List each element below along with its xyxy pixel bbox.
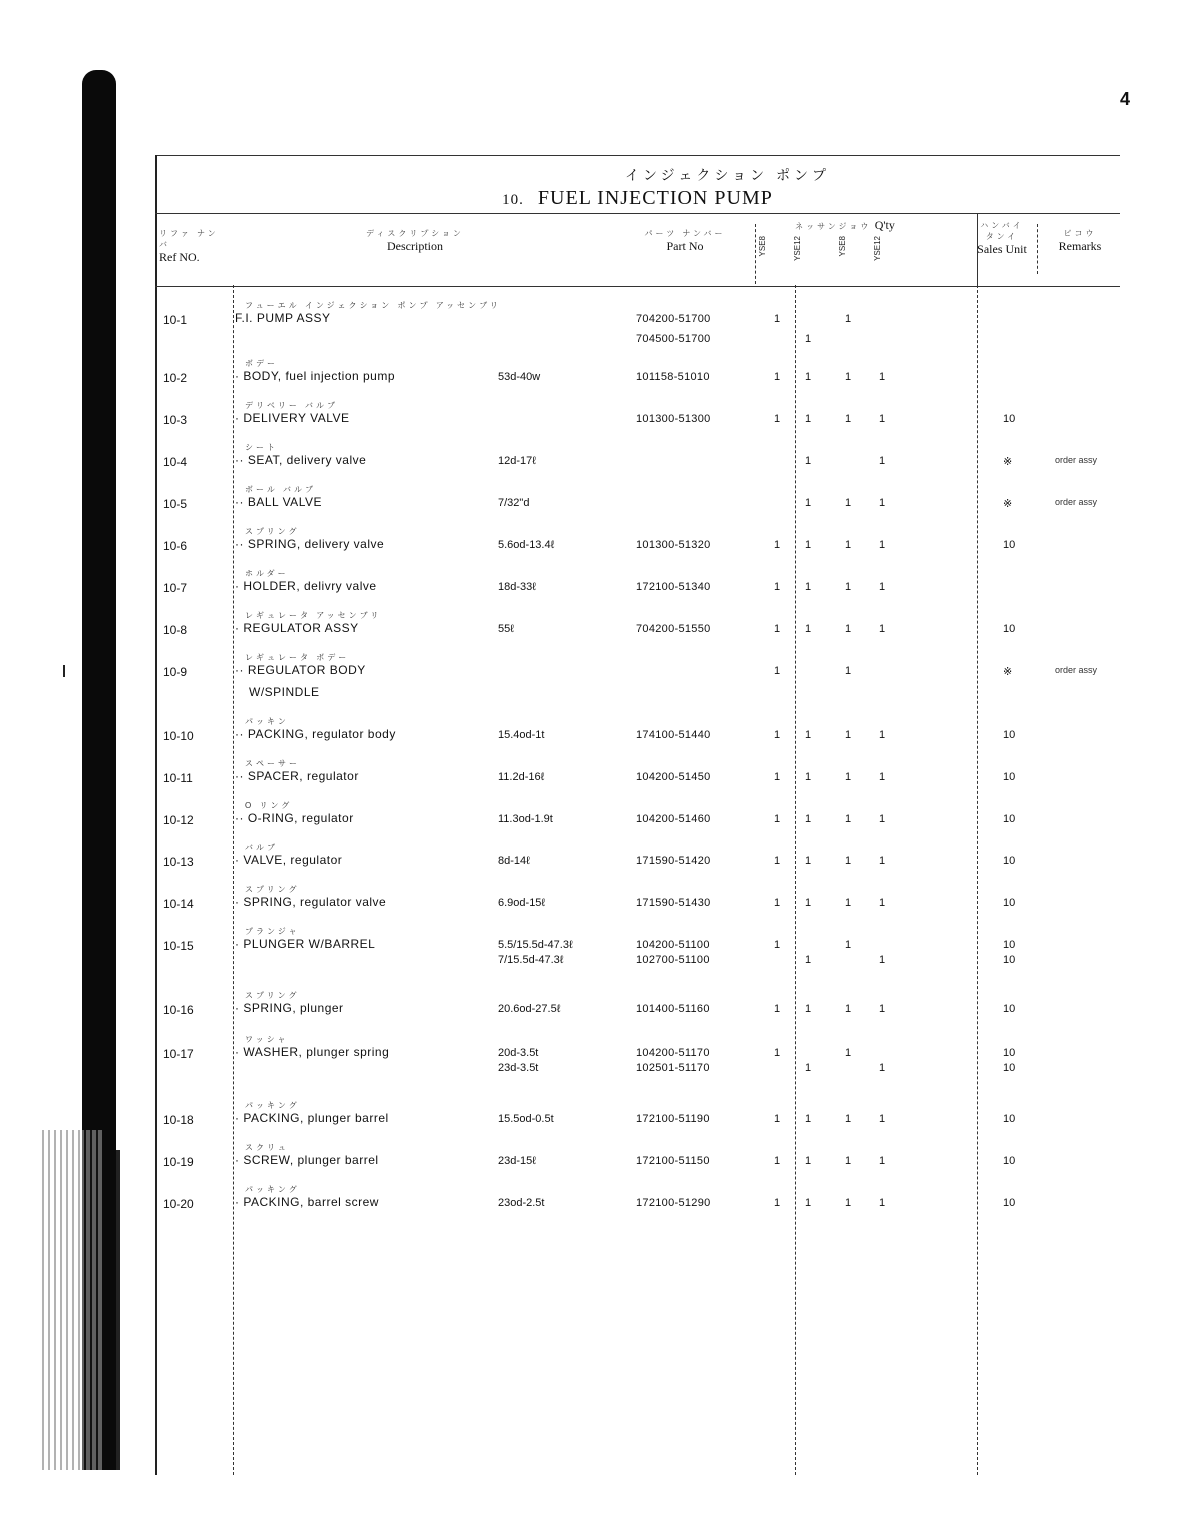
table-row: パッキング 10-20 · PACKING, barrel screw 23od-2.5t 172100-51290 1 1 1 1 10 [163, 1185, 1016, 1211]
qty-col-4: YSE12 [873, 236, 882, 261]
header-remarks: ビコウ Remarks [1058, 229, 1102, 253]
table-row: スプリング 10-16 · SPRING, plunger 20.6od-27.5ℓ 101400-51160 1 1 1 1 10 [163, 991, 1016, 1017]
header-part-no: パーツ ナンバー Part No [644, 229, 726, 253]
qty-col-2: YSE12 [793, 236, 802, 261]
header-description: ディスクリプション Description [366, 229, 464, 253]
table-row: ボデー 10-2 · BODY, fuel injection pump 53d-40w 101158-51010 1 1 1 1 [163, 359, 886, 385]
table-row: パッキング 10-18 · PACKING, plunger barrel 15.5od-0.5t 172100-51190 1 1 1 1 10 [163, 1101, 1016, 1127]
table-row: レギュレータ ボデー 10-9 ·· REGULATOR BODY W/SPINDLE 1 1 ※ order assy [163, 653, 1098, 699]
title-english [155, 187, 1120, 210]
table-row: パッキン 10-10 ·· PACKING, regulator body 15.4od-1t 174100-51440 1 1 1 1 10 [163, 717, 1016, 743]
table-row: シート 10-4 ·· SEAT, delivery valve 12d-17ℓ 1 1 ※ order assy [163, 443, 1098, 469]
table-row: デリベリー バルブ 10-3 · DELIVERY VALVE 101300-51300 1 1 1 1 10 [163, 401, 1016, 427]
table-row: O リング 10-12 ·· O-RING, regulator 11.3od-1.9t 104200-51460 1 1 1 1 10 [163, 801, 1016, 827]
qty-col-1: YSE8 [758, 236, 767, 257]
table-row: プランジャ 10-15 · PLUNGER W/BARREL 5.5/15.5d-47.3ℓ 7/15.5d-47.3ℓ 104200-51100 102700-51100 1 1 1 1 10 10 [163, 927, 1016, 966]
divider [977, 214, 978, 286]
table-header [155, 213, 1120, 287]
table-row: ワッシャ 10-17 · WASHER, plunger spring 20d-3.5t 23d-3.5t 104200-51170 102501-51170 1 1 1 1 10 10 [163, 1035, 1016, 1074]
table-row: スプリング 10-6 ·· SPRING, delivery valve 5.6od-13.4ℓ 101300-51320 1 1 1 1 10 [163, 527, 1016, 553]
top-rule [155, 155, 1120, 156]
table-row: スペーサー 10-11 ·· SPACER, regulator 11.2d-16ℓ 104200-51450 1 1 1 1 10 [163, 759, 1016, 785]
table-row: バルブ 10-13 · VALVE, regulator 8d-14ℓ 171590-51420 1 1 1 1 10 [163, 843, 1016, 869]
header-ref-no: リファ ナンバ Ref NO. [159, 229, 219, 264]
divider [755, 224, 756, 284]
margin-mark [63, 665, 65, 677]
header-qty: ネッサンジョウ Q'ty [795, 218, 895, 232]
title-japanese: インジェクション ポンプ [625, 167, 830, 183]
table-row: スプリング 10-14 · SPRING, regulator valve 6.9od-15ℓ 171590-51430 1 1 1 1 10 [163, 885, 1016, 911]
section-name: FUEL INJECTION PUMP [537, 187, 773, 209]
table-row: スクリュ 10-19 · SCREW, plunger barrel 23d-15ℓ 172100-51150 1 1 1 1 10 [163, 1143, 1016, 1169]
page-corner-mark: 4 [1120, 89, 1131, 109]
table-row: ホルダー 10-7 · HOLDER, delivry valve 18d-33ℓ 172100-51340 1 1 1 1 [163, 569, 886, 595]
table-row: レギュレータ アッセンブリ 10-8 · REGULATOR ASSY 55ℓ 704200-51550 1 1 1 1 10 [163, 611, 1016, 637]
divider [1037, 224, 1038, 274]
section-number: 10. [502, 192, 524, 208]
parts-list-sheet [155, 155, 1120, 1475]
binding-line [116, 1150, 120, 1470]
section-title [155, 165, 1120, 210]
scan-shadow [42, 1130, 102, 1470]
table-row: フューエル インジェクション ポンプ アッセンブリ 10-1 F.I. PUMP ASSY 704200-51700 704500-51700 1 1 1 [163, 301, 852, 345]
qty-col-3: YSE8 [838, 236, 847, 257]
header-sales-unit: ハンバイ タンイ Sales Unit [977, 221, 1027, 256]
table-row: ボール バルブ 10-5 ·· BALL VALVE 7/32"d 1 1 1 ※ order assy [163, 485, 1098, 511]
